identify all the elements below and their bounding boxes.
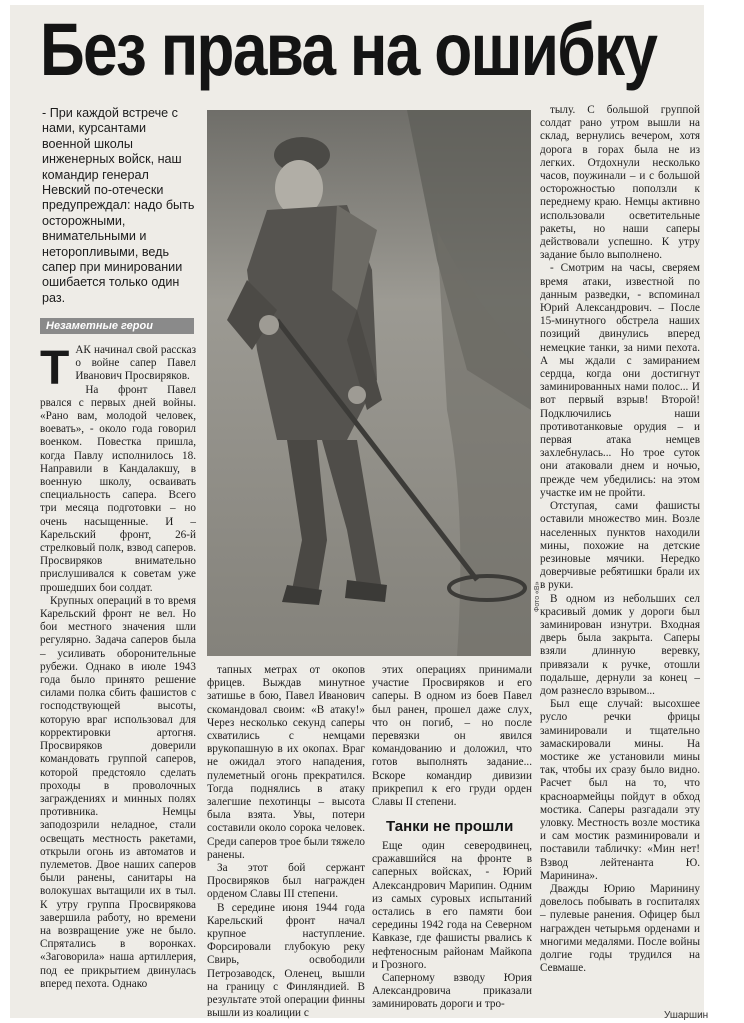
page-margin: [704, 0, 744, 1023]
paragraph: В одном из небольших сел красивый домик у дороги был заминирован изнутри. Входная дверь была закрыта. Саперы взяли длинную веревку, привязали к ручке, отошли подальше, дернули за конец – дом разнесло взрывом...: [540, 592, 700, 697]
article-lead: [42, 106, 196, 306]
paragraph: АК начинал свой рассказ о войне сапер Павел Иванович Просвиряков.: [75, 344, 196, 383]
text-column-4: [540, 104, 700, 975]
text-column-3-continued: [372, 840, 532, 1012]
paragraph: этих операциях принимали участие Просвиряков и его саперы. В одном из боев Павел был ранен, прошел даже слух, что он погиб, – но после перевязки он явился командованию и доложил, что готов выполнять задание... Вскоре командир дивизии прикрепил к его груди орден Славы II степени.: [372, 664, 532, 809]
paragraph: Дважды Юрию Маринину довелось побывать в госпиталях – пулевые ранения. Офицер был награжден четырьмя орденами и многими медалями. После войны долгие годы трудился на Севмаше.: [540, 882, 700, 975]
paragraph: За этот бой сержант Просвиряков был награжден орденом Славы III степени.: [207, 862, 365, 901]
photo-credit: Фото «В»: [534, 581, 541, 612]
drop-cap: Т: [40, 342, 70, 395]
section-subheading: Танки не прошли: [386, 818, 514, 835]
paragraph: тапных метрах от окопов фрицев. Выждав минутное затишье в бою, Павел Иванович скомандовал своим: «В атаку!» Через несколько секунд саперы схватились с немцами врукопашную в их окопах. Враг не ожидал этого нападения, пулеметный огонь прекратился. Тогда поднялись в атаку залегшие пехотинцы – высота была взята. Увы, потери составили около сорока человек. Среди саперов трое были тяжело ранены.: [207, 664, 365, 861]
paragraph: тылу. С большой группой солдат рано утром вышли на склад, вернулись вечером, хотя дорога в горах была не из легких. Отдохнули несколько часов, поужинали – и с большой осторожностью поползли к переднему краю. Немцы активно использовали осветительные ракеты, но наши саперы действовали успешно. К утру задание было выполнено.: [540, 104, 700, 262]
article-headline: Без права на ошибку: [40, 8, 657, 91]
paragraph: Отступая, сами фашисты оставили множество мин. Возле населенных пунктов находили мины, похожие на детские резиновые мячики. Нередко доверчивые ребятишки брали их в руки.: [540, 500, 700, 592]
section-rubric: Незаметные герои: [40, 318, 194, 334]
paragraph: В середине июня 1944 года Карельский фронт начал крупное наступление. Форсировали глубокую реку Свирь, освободили Петрозаводск, Оленец, вышли на границу с Финляндией. В результате этой операции финны вышли из коалиции с: [207, 901, 365, 1020]
page-footer: Ушаршин: [664, 1010, 709, 1021]
paragraph: Был еще случай: высохшее русло речки фрицы заминировали и тщательно замаскировали мины. На мостике же установили мины так, чтобы их сразу было видно. Расчет был на то, что красноармейцы пойдут в обход мостика. Саперы разгадали эту уловку. Местность возле мостика и сам мостик разминировали и поставили табличку: «Мин нет! Взвод лейтенанта Ю. Маринина».: [540, 698, 700, 882]
paragraph: Еще один северодвинец, сражавшийся на фронте в саперных войсках, - Юрий Александрович Марипин. Одним из самых суровых испытаний остались в его памяти бои середины 1942 года на Северном Кавказе, где фашисты рвались к нефтеносным районам Майкопа и Грозного.: [372, 840, 532, 971]
paragraph: - Смотрим на часы, сверяем время атаки, известной по данным разведки, - вспоминал Юрий Александрович. – После 15-минутного обстрела наших позиций двинулись вперед немецкие танки, за ними пехота. А мы ждали с замиранием сердца, когда они достигнут заминированных нами полос... И вот первый взрыв! Второй! Подключились наши противотанковые орудия – и первая атака немцев захлебнулась... Но трое суток они атаковали днем и ночью, прежде чем убедились: на этом участке им не пройти.: [540, 262, 700, 499]
text-column-3: [372, 664, 532, 809]
sapper-with-mine-detector-image: [207, 110, 531, 656]
paragraph: Саперному взводу Юрия Александровича приказали заминировать дороги и тро-: [372, 972, 532, 1011]
text-column-2: [207, 664, 365, 1020]
paragraph: На фронт Павел рвался с первых дней войны. «Рано вам, молодой человек, воевать», - около года говорил военком. Повестка пришла, когда Павлу исполнилось 18. Направили в Кандалакшу, в военную школу, осваивать специальность сапера. Всего три месяца подготовки – но очень насыщенные. И – Карельский фронт, 26-й стрелковый полк, взвод саперов. Просвиряков внимательно прислушивался к советам уже прошедших бои солдат.: [40, 383, 196, 594]
text-column-1: [40, 344, 196, 991]
paragraph: Крупных операций в то время Карельский фронт не вел. Но бои местного значения шли регулярно. Задача саперов была – усиливать оборонительные рубежи. Однако в июле 1943 года было принято решение силами полка сбить фашистов с господствующей высоты, которую враг использовал для корректировки артогня. Просвиряков доверили командовать группой саперов, которой предстояло сделать проходы в проволочных заграждениях и минных полях противника. Немцы заподозрили неладное, стали освещать местность ракетами, открыли огонь из автоматов и пулеметов. Двое наших саперов были ранены, санитары на волокушах вытащили их в тыл. К утру группа Просвирякова завершила работу, но времени на возвращение уже не было. Спрятались в воронках. «Заговорила» наша артиллерия, под ее прикрытием двинулась вперед пехота. Однако: [40, 594, 196, 990]
soldier-photo: [207, 110, 531, 656]
lead-paragraph: - При каждой встрече с нами, курсантами военной школы инженерных войск, наш командир генерал Невский по-отечески предупреждал: надо быть осторожными, внимательными и неторопливыми, ведь сапер при минировании ошибается только один раз.: [42, 106, 195, 305]
